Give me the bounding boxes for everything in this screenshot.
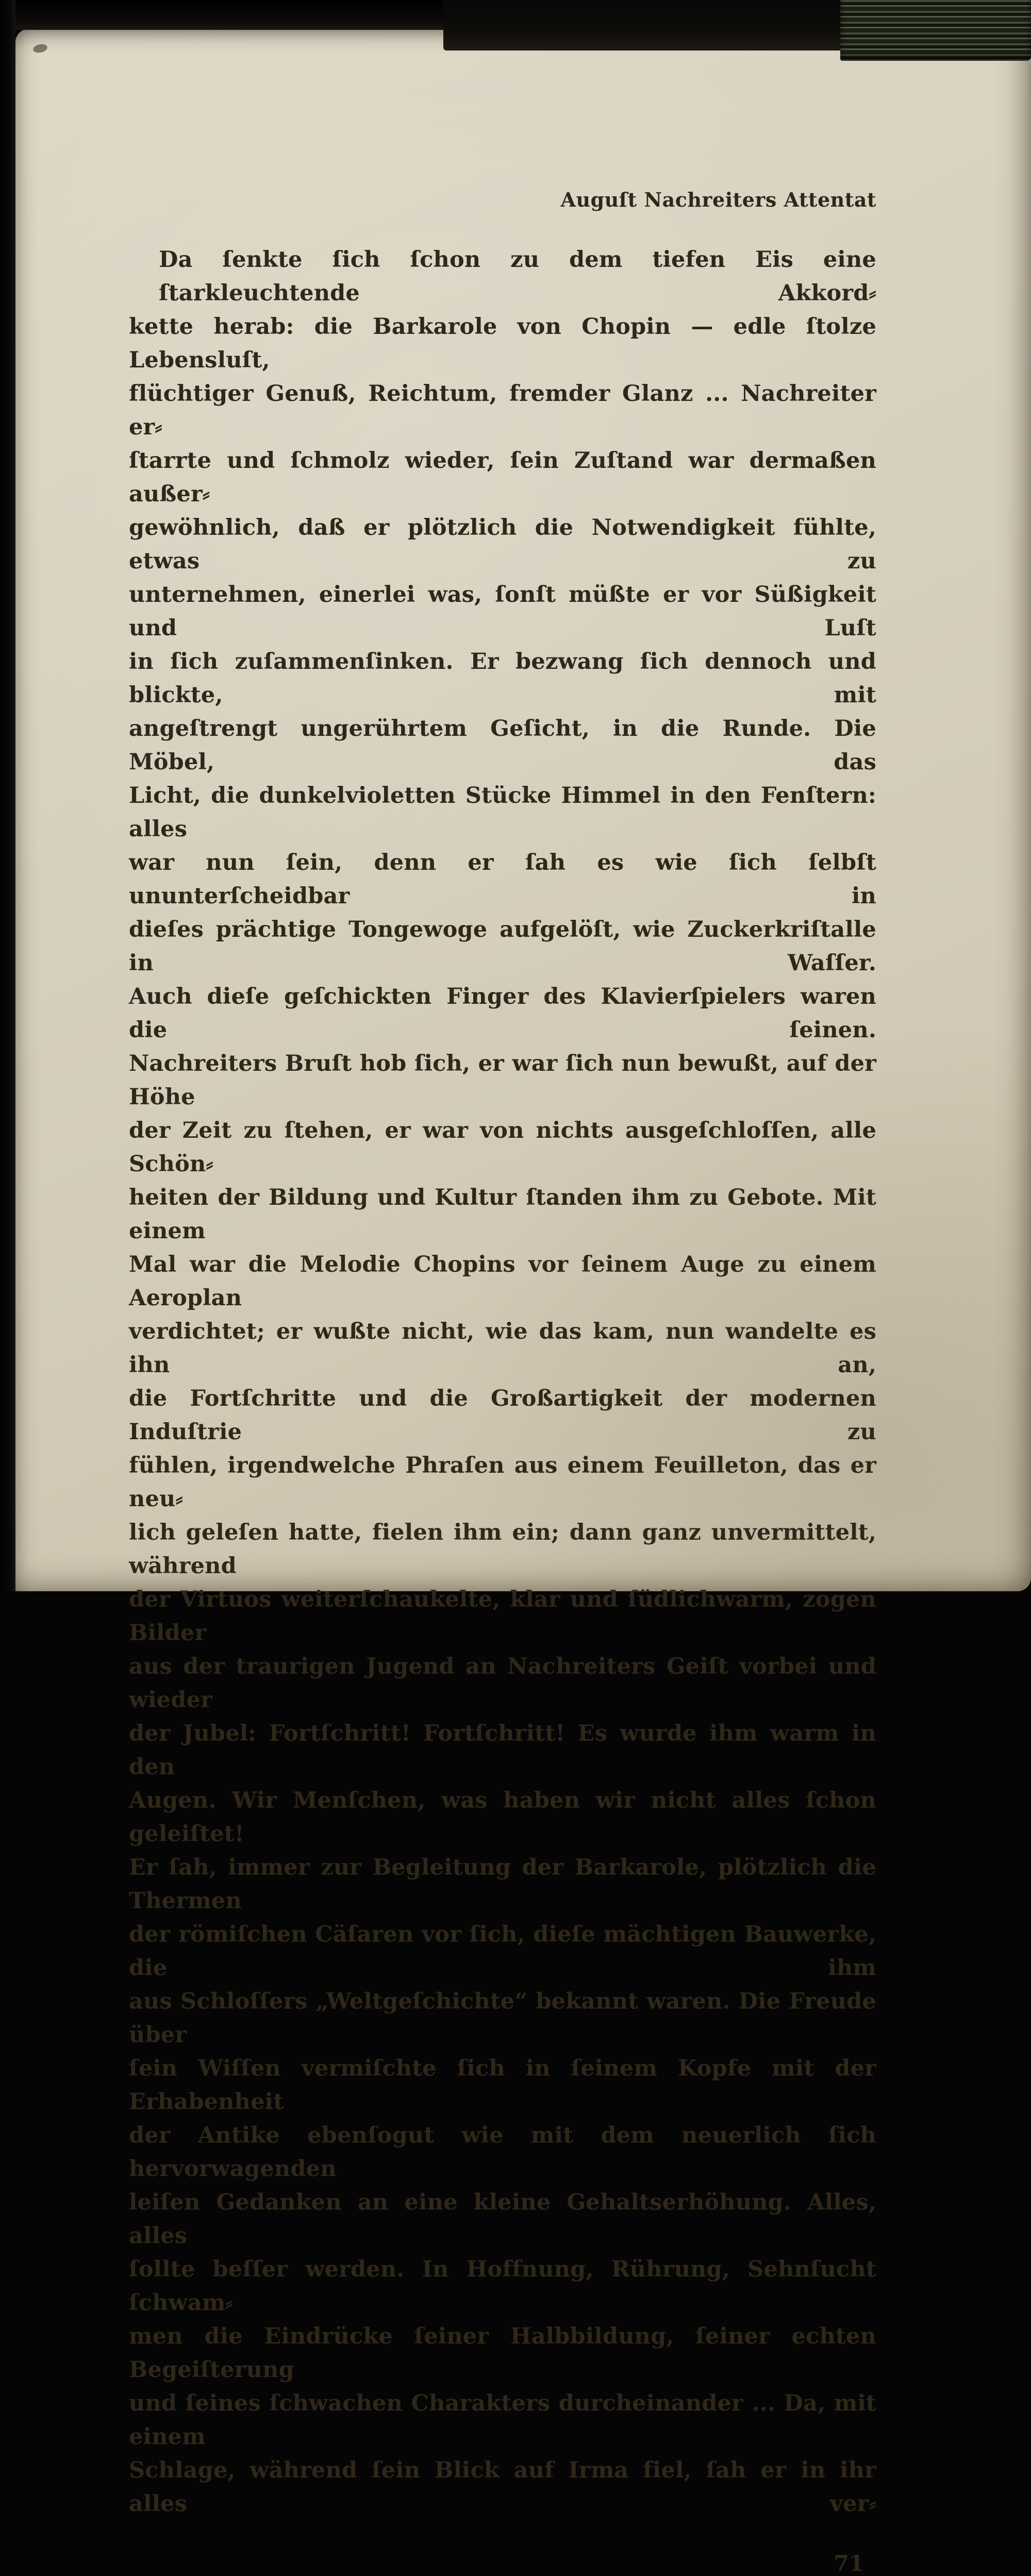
text-line: Er ſah, immer zur Begleitung der Barkarole, plötzlich die Thermen <box>129 1855 876 1914</box>
text-line: Da ſenkte ſich ſchon zu dem tiefen Eis eine ſtarkleuchtende Akkord⸗ <box>159 247 876 306</box>
text-line: Schlage, während ſein Blick auf Irma fiel, ſah er in ihr alles ver⸗ <box>129 2457 876 2517</box>
text-line: angeſtrengt ungerührtem Geſicht, in die Runde. Die Möbel, das <box>129 716 876 775</box>
text-line: Licht, die dunkelvioletten Stücke Himmel in den Fenſtern: alles <box>129 783 876 842</box>
text-line: dieſes prächtige Tongewoge aufgelöſt, wie Zuckerkriſtalle in Waſſer. <box>129 917 876 976</box>
scan-left-edge <box>0 0 15 1591</box>
text-line: ſollte beſſer werden. In Hoffnung, Rührung, Sehnſucht ſchwam⸗ <box>129 2257 876 2316</box>
text-line: der Zeit zu ſtehen, er war von nichts ausgeſchloſſen, alle Schön⸗ <box>129 1118 876 1177</box>
text-line: ſtarrte und ſchmolz wieder, ſein Zuſtand war dermaßen außer⸗ <box>129 448 876 507</box>
text-line: und ſeines ſchwachen Charakters durcheinander ... Da, mit einem <box>129 2390 876 2450</box>
text-line: der Virtuos weiterſchaukelte, klar und ſüdlichwarm, zogen Bilder <box>129 1587 876 1646</box>
text-line: heiten der Bildung und Kultur ſtanden ihm zu Gebote. Mit einem <box>129 1185 876 1244</box>
text-line: Mal war die Melodie Chopins vor ſeinem Auge zu einem Aeroplan <box>129 1252 876 1311</box>
text-column <box>129 189 876 2576</box>
text-line: in ſich zuſammenſinken. Er bezwang ſich dennoch und blickte, mit <box>129 649 876 708</box>
text-line: Nachreiters Bruſt hob ſich, er war ſich nun bewußt, auf der Höhe <box>129 1051 876 1110</box>
text-line: fühlen, irgendwelche Phraſen aus einem Feuilleton, das er neu⸗ <box>129 1453 876 1512</box>
running-header: Auguſt Nachreiters Attentat <box>560 188 876 211</box>
text-line: war nun ſein, denn er ſah es wie ſich ſelbſt ununterſcheidbar in <box>129 850 876 909</box>
text-line: der römiſchen Cäſaren vor ſich, dieſe mächtigen Bauwerke, die ihm <box>129 1922 876 1981</box>
text-line: aus Schloſſers „Weltgeſchichte“ bekannt waren. Die Freude über <box>129 1989 876 2048</box>
text-line: ſein Wiſſen vermiſchte ſich in ſeinem Kopfe mit der Erhabenheit <box>129 2056 876 2115</box>
text-line: die Fortſchritte und die Großartigkeit der modernen Induſtrie zu <box>129 1386 876 1445</box>
text-line: aus der traurigen Jugend an Nachreiters Geiſt vorbei und wieder <box>129 1654 876 1713</box>
book-pages-edge <box>840 0 1031 61</box>
text-line: men die Eindrücke ſeiner Halbbildung, ſeiner echten Begeiſterung <box>129 2324 876 2383</box>
text-line: der Jubel: Fortſchritt! Fortſchritt! Es wurde ihm warm in den <box>129 1721 876 1780</box>
text-line: lich geleſen hatte, fielen ihm ein; dann ganz unvermittelt, während <box>129 1520 876 1579</box>
text-line: verdichtet; er wußte nicht, wie das kam, nun wandelte es ihn an, <box>129 1319 876 1378</box>
text-line: der Antike ebenſogut wie mit dem neuerlich ſich hervorwagenden <box>129 2123 876 2182</box>
book-page <box>15 29 1031 2576</box>
text-line: Auch dieſe geſchickten Finger des Klavierſpielers waren die ſeinen. <box>129 984 876 1043</box>
text-line: flüchtiger Genuß, Reichtum, fremder Glanz ... Nachreiter er⸗ <box>129 381 876 440</box>
page-text <box>129 243 876 2521</box>
text-line: Augen. Wir Menſchen, was haben wir nicht alles ſchon geleiſtet! <box>129 1788 876 1847</box>
text-line: leiſen Gedanken an eine kleine Gehaltserhöhung. Alles, alles <box>129 2190 876 2249</box>
text-line: gewöhnlich, daß er plötzlich die Notwendigkeit fühlte, etwas zu <box>129 515 876 574</box>
text-line: unternehmen, einerlei was, ſonſt müßte er vor Süßigkeit und Luſt <box>129 582 876 641</box>
text-line: kette herab: die Barkarole von Chopin — edle ſtolze Lebensluſt, <box>129 314 876 373</box>
page-number: 71 <box>834 2551 864 2576</box>
